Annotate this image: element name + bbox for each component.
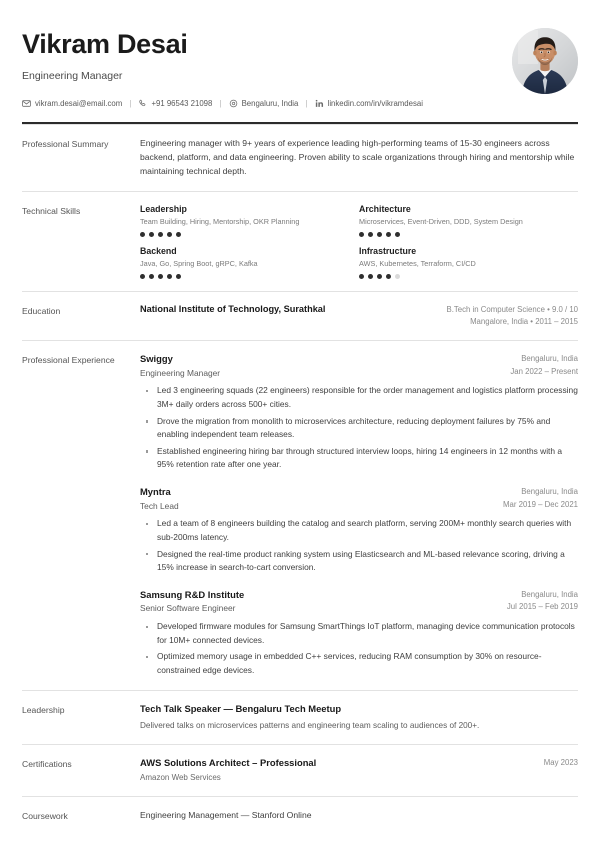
skill-keywords: AWS, Kubernetes, Terraform, CI/CD: [359, 258, 476, 268]
rating-dot-filled: [377, 274, 382, 279]
section-label-summary: Professional Summary: [22, 139, 109, 150]
education-entry-right: [447, 304, 578, 328]
experience-entry-left: [140, 353, 220, 379]
section-label-education: Education: [22, 305, 61, 316]
contact-linkedin-text: linkedin.com/in/vikramdesai: [327, 98, 423, 108]
skill-name: Infrastructure: [359, 245, 417, 256]
certification-organization: Amazon Web Services: [140, 773, 221, 783]
experience-location: Bengaluru, India: [521, 354, 578, 364]
section-body-education: [140, 304, 578, 328]
experience-entry: [140, 353, 578, 472]
contact-location-text: Bengaluru, India: [241, 98, 299, 108]
experience-dates: Jul 2015 – Feb 2019: [506, 602, 578, 612]
section-label-experience: Professional Experience: [22, 355, 115, 366]
contact-phone[interactable]: [138, 99, 212, 108]
education-institution: National Institute of Technology, Surathkal: [140, 303, 326, 314]
skill-rating-dots: [359, 232, 564, 237]
skill-name: Backend: [140, 245, 177, 256]
certification-entry: [140, 757, 578, 784]
leadership-description: Delivered talks on microservices patterns and engineering team scaling to audiences of 200+.: [140, 721, 480, 731]
rating-dot-filled: [140, 232, 145, 237]
experience-entry-head: [140, 589, 578, 615]
contact-separator: |: [219, 98, 222, 109]
skill-block: [359, 204, 564, 237]
rating-dot-filled: [176, 274, 181, 279]
skill-block: [140, 246, 345, 279]
skill-rating-dots: [140, 232, 345, 237]
section-body-coursework: [140, 809, 578, 823]
skill-keywords: Team Building, Hiring, Mentorship, OKR Planning: [140, 217, 300, 227]
experience-bullet: Optimized memory usage in embedded C++ services, reducing RAM consumption by 30% on resource-constrained edge devices.: [140, 650, 578, 677]
experience-location: Bengaluru, India: [521, 589, 578, 599]
rating-dot-filled: [368, 274, 373, 279]
section-coursework: [22, 796, 578, 835]
education-entry-left: [140, 304, 325, 314]
skill-keywords: Java, Go, Spring Boot, gRPC, Kafka: [140, 258, 258, 268]
section-technical-skills: [22, 191, 578, 291]
certification-date: May 2023: [543, 758, 578, 768]
header-job-title: Engineering Manager: [22, 69, 123, 82]
experience-entry-left: [140, 486, 179, 512]
contact-phone-text: +91 96543 21098: [151, 98, 213, 108]
experience-role: Engineering Manager: [140, 367, 221, 378]
contact-separator: |: [305, 98, 308, 109]
section-leadership: [22, 690, 578, 745]
education-degree: B.Tech in Computer Science • 9.0 / 10: [446, 304, 578, 314]
rating-dot-filled: [359, 232, 364, 237]
contact-separator: |: [129, 98, 132, 109]
section-body-skills: [140, 204, 578, 279]
section-certifications: [22, 744, 578, 796]
experience-location: Bengaluru, India: [521, 487, 578, 497]
section-professional-summary: [22, 124, 578, 191]
linkedin-icon: [315, 99, 324, 108]
experience-bullets: [140, 384, 578, 472]
experience-entry-head: [140, 353, 578, 379]
section-body-experience: [140, 353, 578, 677]
skill-name: Architecture: [359, 204, 411, 215]
page-title: Vikram Desai: [22, 29, 188, 59]
contact-email[interactable]: [22, 99, 122, 108]
skill-rating-dots: [140, 274, 345, 279]
rating-dot-empty: [395, 274, 400, 279]
rating-dot-filled: [377, 232, 382, 237]
certification-title: AWS Solutions Architect – Professional: [140, 757, 317, 769]
section-label-certifications: Certifications: [22, 759, 72, 770]
experience-entry: [140, 486, 578, 575]
section-label-leadership: Leadership: [22, 704, 65, 715]
experience-bullet: Established engineering hiring bar through structured interview loops, hiring 14 engineers in 12 months with a 95% retention rate after one year.: [140, 445, 578, 472]
skills-column-right: [359, 204, 578, 279]
experience-role: Tech Lead: [140, 500, 179, 511]
rating-dot-filled: [158, 232, 163, 237]
skills-column-left: [140, 204, 359, 279]
resume-header: [22, 28, 578, 108]
rating-dot-filled: [167, 274, 172, 279]
contact-location[interactable]: [229, 99, 299, 108]
experience-bullet: Led 3 engineering squads (22 engineers) responsible for the order management and logistics platform processing 3M+ daily orders across 500+ cities.: [140, 384, 578, 411]
skill-rating-dots: [359, 274, 564, 279]
section-education: [22, 291, 578, 340]
skill-block: [359, 246, 564, 279]
rating-dot-filled: [368, 232, 373, 237]
experience-bullet: Developed firmware modules for Samsung SmartThings IoT platform, managing device communication protocols for 10M+ connected devices.: [140, 620, 578, 647]
rating-dot-filled: [386, 274, 391, 279]
experience-company: Myntra: [140, 486, 171, 498]
rating-dot-filled: [149, 232, 154, 237]
experience-bullets: [140, 620, 578, 677]
section-body-leadership: [140, 703, 578, 733]
contact-row: [22, 98, 498, 108]
experience-company: Samsung R&D Institute: [140, 588, 245, 600]
envelope-icon: [22, 99, 31, 108]
certification-entry-right: [544, 757, 578, 769]
contact-linkedin[interactable]: [315, 99, 423, 108]
experience-entry: [140, 589, 578, 678]
contact-email-text: vikram.desai@email.com: [35, 98, 123, 108]
experience-dates: Mar 2019 – Dec 2021: [503, 499, 578, 509]
section-label-skills: Technical Skills: [22, 206, 81, 217]
summary-text: Engineering manager with 9+ years of experience leading high-performing teams of 15-30 engineers across backend, platform, and data engineering. Proven ability to scale organizations through hiring and mentorship while maintaining technical depth.: [140, 138, 575, 177]
section-body-summary: [140, 137, 578, 179]
location-pin-icon: [229, 99, 238, 108]
leadership-title: Tech Talk Speaker — Bengaluru Tech Meetup: [140, 702, 342, 714]
education-location-dates: Mangalore, India • 2011 – 2015: [470, 317, 578, 327]
rating-dot-filled: [176, 232, 181, 237]
experience-dates: Jan 2022 – Present: [510, 366, 578, 376]
experience-bullets: [140, 517, 578, 574]
experience-bullet: Drove the migration from monolith to microservices architecture, reducing deployment failures by 75% and enabling independent team releases.: [140, 415, 578, 442]
section-label-coursework: Coursework: [22, 811, 68, 822]
section-professional-experience: [22, 340, 578, 689]
skills-grid: [140, 204, 578, 279]
experience-entry-left: [140, 589, 244, 615]
coursework-text: Engineering Management — Stanford Online: [140, 810, 312, 821]
skill-block: [140, 204, 345, 237]
experience-bullet: Designed the real-time product ranking system using Elasticsearch and ML-based relevance scoring, driving a 15% increase in search-to-cart conversion.: [140, 548, 578, 575]
header-left: [22, 28, 498, 108]
phone-icon: [138, 99, 147, 108]
experience-role: Senior Software Engineer: [140, 603, 236, 614]
experience-entry-right: [510, 353, 578, 377]
rating-dot-filled: [386, 232, 391, 237]
rating-dot-filled: [140, 274, 145, 279]
experience-entry-head: [140, 486, 578, 512]
rating-dot-filled: [167, 232, 172, 237]
rating-dot-filled: [395, 232, 400, 237]
avatar: [512, 28, 578, 94]
rating-dot-filled: [359, 274, 364, 279]
experience-entry-right: [503, 486, 578, 510]
section-body-certifications: [140, 757, 578, 784]
experience-company: Swiggy: [140, 353, 173, 365]
rating-dot-filled: [149, 274, 154, 279]
skill-keywords: Microservices, Event-Driven, DDD, System Design: [359, 217, 523, 227]
rating-dot-filled: [158, 274, 163, 279]
experience-bullet: Led a team of 8 engineers building the catalog and search platform, serving 200M+ monthly search queries with sub-200ms latency.: [140, 517, 578, 544]
experience-entry-right: [507, 589, 578, 613]
education-entry: [140, 304, 578, 328]
skill-name: Leadership: [140, 204, 187, 215]
certification-entry-left: [140, 757, 316, 784]
